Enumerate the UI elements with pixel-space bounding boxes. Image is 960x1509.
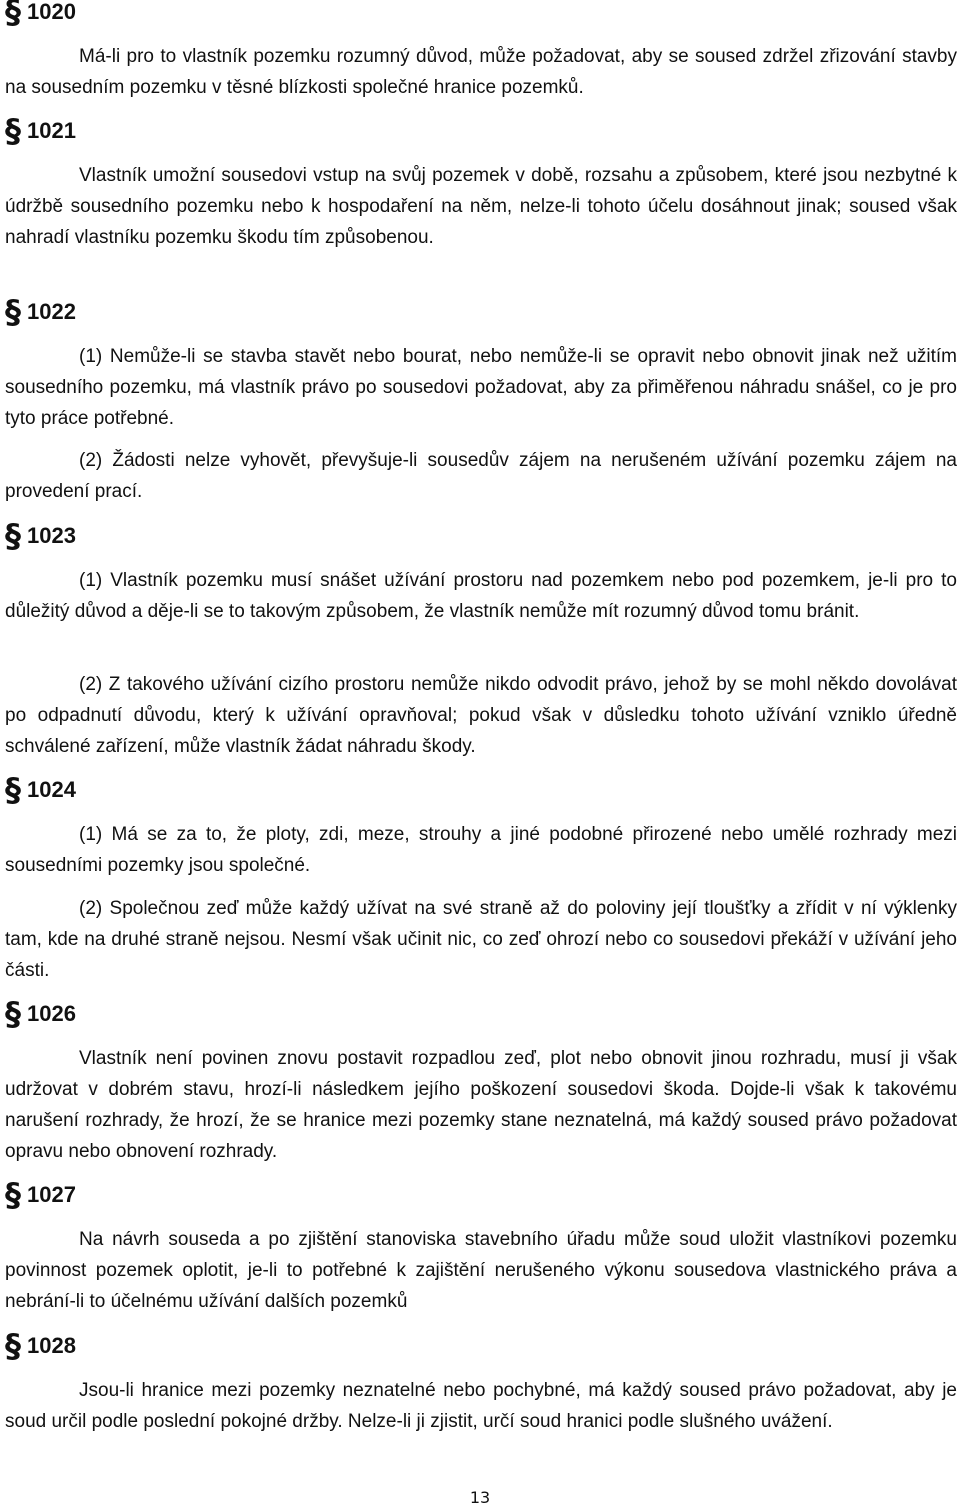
section-heading-1023 [5, 518, 76, 554]
section-heading-1028 [5, 1328, 76, 1364]
section-number: 1027 [27, 1182, 76, 1207]
section-symbol: § [5, 1176, 21, 1214]
paragraph-1024-2: (2) Společnou zeď může každý užívat na své straně až do poloviny její tloušťky a zřídit v ní výklenky tam, kde na druhé straně nejsou. Nesmí však učinit nic, co zeď ohrozí nebo co sousedovi překáží v užívání jeho části. [5, 898, 957, 981]
section-heading-1022 [5, 294, 76, 330]
section-symbol: § [5, 1327, 21, 1365]
section-number: 1026 [27, 1001, 76, 1026]
section-number: 1023 [27, 523, 76, 548]
paragraph-1023-1: (1) Vlastník pozemku musí snášet užívání prostoru nad pozemkem nebo pod pozemkem, je-li pro to důležitý důvod a děje-li se to takovým způsobem, že vlastník nemůže mít rozumný důvod tomu bránit. [5, 570, 957, 622]
section-number: 1020 [27, 0, 76, 24]
section-heading-1026 [5, 996, 76, 1032]
page-number: 13 [469, 1488, 491, 1507]
paragraph-1021: Vlastník umožní sousedovi vstup na svůj pozemek v době, rozsahu a způsobem, které jsou nezbytné k údržbě sousedního pozemku nebo k hospodaření na něm, nelze-li tohoto účelu dosáhnout jinak; soused však nahradí vlastníku pozemku škodu tím způsobenou. [5, 165, 957, 248]
paragraph-1028: Jsou-li hranice mezi pozemky neznatelné nebo pochybné, má každý soused právo požadovat, aby je soud určil podle poslední pokojné držby. Nelze-li ji zjistit, určí soud hranici podle slušného uvážení. [5, 1380, 957, 1432]
section-number: 1022 [27, 299, 76, 324]
paragraph-1027: Na návrh souseda a po zjištění stanoviska stavebního úřadu může soud uložit vlastníkovi pozemku povinnost pozemek oplotit, je-li to potřebné k zajištění nerušeného výkonu sousedova vlastnického práva a nebrání-li to účelnému užívání dalších pozemků [5, 1229, 957, 1312]
paragraph-1020: Má-li pro to vlastník pozemku rozumný důvod, může požadovat, aby se soused zdržel zřizování stavby na sousedním pozemku v těsné blízkosti společné hranice pozemků. [5, 46, 957, 98]
section-symbol: § [5, 112, 21, 150]
section-symbol: § [5, 995, 21, 1033]
section-number: 1024 [27, 777, 76, 802]
section-symbol: § [5, 293, 21, 331]
section-number: 1028 [27, 1333, 76, 1358]
section-symbol: § [5, 0, 21, 31]
paragraph-1022-2: (2) Žádosti nelze vyhovět, převyšuje-li sousedův zájem na nerušeném užívání pozemku zájem na provedení prací. [5, 450, 957, 502]
section-heading-1021 [5, 113, 76, 149]
section-heading-1024 [5, 772, 76, 808]
paragraph-1022-1: (1) Nemůže-li se stavba stavět nebo bourat, nebo nemůže-li se opravit nebo obnovit jinak než užitím sousedního pozemku, má vlastník právo po sousedovi požadovat, aby za přiměřenou náhradu snášel, co je pro tyto práce potřebné. [5, 346, 957, 429]
section-heading-1027 [5, 1177, 76, 1213]
paragraph-1026: Vlastník není povinen znovu postavit rozpadlou zeď, plot nebo obnovit jinou rozhradu, musí ji však udržovat v dobrém stavu, hrozí-li následkem jejího poškození sousedovi škoda. Dojde-li však k takovému narušení rozhrady, že hrozí, že se hranice mezi pozemky stane neznatelná, má každý soused právo požadovat opravu nebo obnovení rozhrady. [5, 1048, 957, 1162]
section-number: 1021 [27, 118, 76, 143]
section-heading-1020 [5, 0, 76, 30]
paragraph-1024-1: (1) Má se za to, že ploty, zdi, meze, strouhy a jiné podobné přirozené nebo umělé rozhrady mezi sousedními pozemky jsou společné. [5, 824, 957, 876]
section-symbol: § [5, 771, 21, 809]
section-symbol: § [5, 517, 21, 555]
paragraph-1023-2: (2) Z takového užívání cizího prostoru nemůže nikdo odvodit právo, jehož by se mohl někdo dovolávat po odpadnutí důvodu, který k užívání opravňoval; pokud však v důsledku tohoto užívání vzniklo úředně schválené zařízení, může vlastník žádat náhradu škody. [5, 674, 957, 757]
